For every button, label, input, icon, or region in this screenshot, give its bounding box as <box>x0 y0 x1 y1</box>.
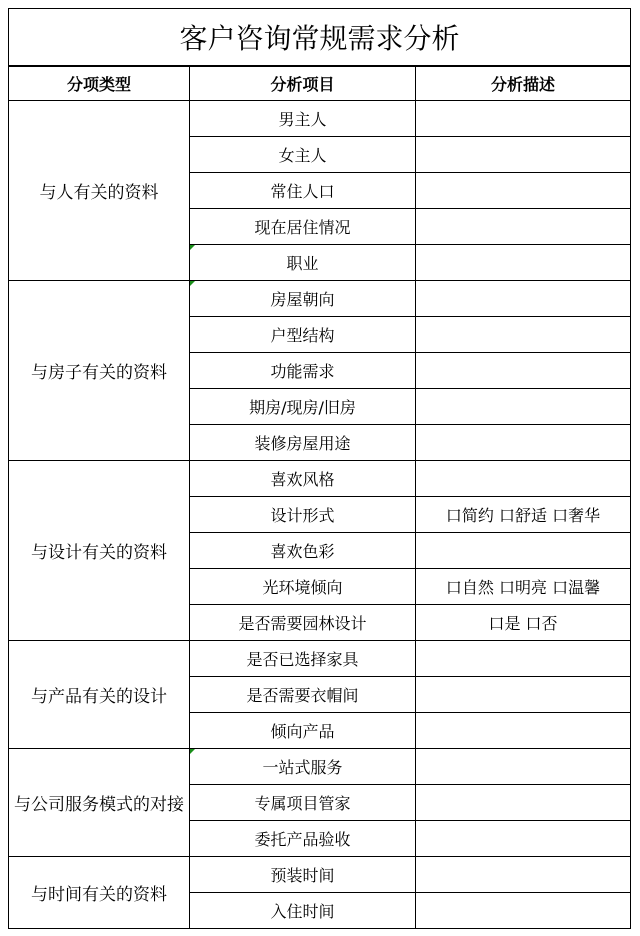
item-cell: 是否需要园林设计 <box>190 605 416 641</box>
group-label: 与人有关的资料 <box>9 101 190 281</box>
item-cell: 设计形式 <box>190 497 416 533</box>
item-cell: 功能需求 <box>190 353 416 389</box>
description-cell[interactable] <box>416 785 631 821</box>
header-category: 分项类型 <box>9 66 190 101</box>
table-row <box>9 461 631 497</box>
description-cell[interactable] <box>416 641 631 677</box>
table-row <box>9 857 631 893</box>
table-row <box>9 641 631 677</box>
description-cell[interactable] <box>416 749 631 785</box>
group-label: 与设计有关的资料 <box>9 461 190 641</box>
description-cell[interactable] <box>416 317 631 353</box>
requirement-table <box>8 8 631 929</box>
item-cell: 房屋朝向 <box>190 281 416 317</box>
description-cell[interactable] <box>416 353 631 389</box>
description-cell[interactable] <box>416 461 631 497</box>
item-cell: 专属项目管家 <box>190 785 416 821</box>
item-cell: 职业 <box>190 245 416 281</box>
item-cell: 常住人口 <box>190 173 416 209</box>
item-cell: 喜欢风格 <box>190 461 416 497</box>
description-cell[interactable] <box>416 893 631 929</box>
description-cell[interactable] <box>416 101 631 137</box>
table-row <box>9 749 631 785</box>
group-label: 与公司服务模式的对接 <box>9 749 190 857</box>
item-cell: 委托产品验收 <box>190 821 416 857</box>
item-cell: 现在居住情况 <box>190 209 416 245</box>
group-label: 与房子有关的资料 <box>9 281 190 461</box>
item-cell: 倾向产品 <box>190 713 416 749</box>
header-item: 分析项目 <box>190 66 416 101</box>
description-cell[interactable] <box>416 137 631 173</box>
group-label: 与时间有关的资料 <box>9 857 190 929</box>
sheet-title: 客户咨询常规需求分析 <box>9 9 631 67</box>
item-cell: 预装时间 <box>190 857 416 893</box>
item-cell: 是否需要衣帽间 <box>190 677 416 713</box>
description-cell[interactable]: 口简约 口舒适 口奢华 <box>416 497 631 533</box>
table-row <box>9 101 631 137</box>
group-label: 与产品有关的设计 <box>9 641 190 749</box>
header-description: 分析描述 <box>416 66 631 101</box>
description-cell[interactable] <box>416 209 631 245</box>
requirement-sheet <box>8 8 630 929</box>
description-cell[interactable] <box>416 713 631 749</box>
description-cell[interactable]: 口自然 口明亮 口温馨 <box>416 569 631 605</box>
item-cell: 喜欢色彩 <box>190 533 416 569</box>
description-cell[interactable] <box>416 821 631 857</box>
description-cell[interactable] <box>416 281 631 317</box>
description-cell[interactable]: 口是 口否 <box>416 605 631 641</box>
description-cell[interactable] <box>416 425 631 461</box>
description-cell[interactable] <box>416 857 631 893</box>
item-cell: 是否已选择家具 <box>190 641 416 677</box>
description-cell[interactable] <box>416 389 631 425</box>
item-cell: 光环境倾向 <box>190 569 416 605</box>
description-cell[interactable] <box>416 677 631 713</box>
item-cell: 一站式服务 <box>190 749 416 785</box>
item-cell: 户型结构 <box>190 317 416 353</box>
item-cell: 装修房屋用途 <box>190 425 416 461</box>
item-cell: 男主人 <box>190 101 416 137</box>
description-cell[interactable] <box>416 533 631 569</box>
table-body <box>9 101 631 929</box>
item-cell: 女主人 <box>190 137 416 173</box>
table-row <box>9 281 631 317</box>
item-cell: 期房/现房/旧房 <box>190 389 416 425</box>
item-cell: 入住时间 <box>190 893 416 929</box>
description-cell[interactable] <box>416 245 631 281</box>
description-cell[interactable] <box>416 173 631 209</box>
